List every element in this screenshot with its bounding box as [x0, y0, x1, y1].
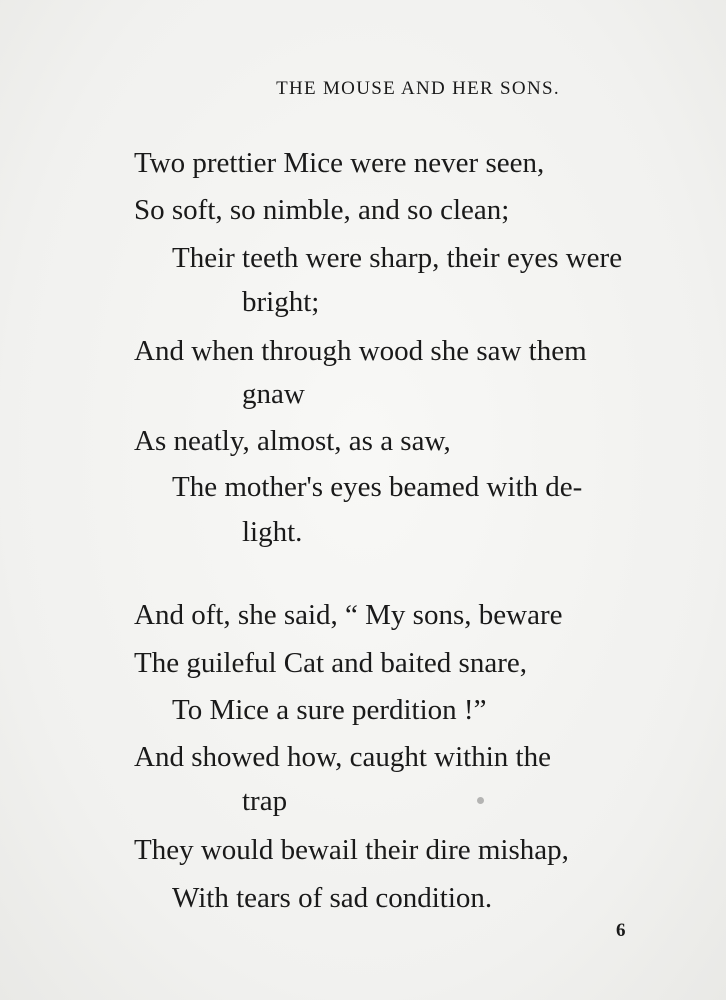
page-number: 6 — [616, 920, 626, 941]
verse-line: And oft, she said, “ My sons, beware — [134, 599, 563, 631]
verse-line: With tears of sad condition. — [172, 882, 493, 914]
verse-line: The guileful Cat and baited snare, — [134, 647, 527, 679]
running-header: THE MOUSE AND HER SONS. — [276, 78, 560, 99]
verse-line: They would bewail their dire mishap, — [134, 834, 569, 866]
verse-line: Two prettier Mice were never seen, — [134, 147, 545, 179]
verse-line-continuation: trap — [242, 785, 288, 817]
verse-line: And when through wood she saw them — [134, 335, 587, 367]
verse-line-continuation: gnaw — [242, 378, 305, 410]
verse-line: And showed how, caught within the — [134, 741, 551, 773]
verse-line-continuation: light. — [242, 516, 303, 548]
verse-line: So soft, so nimble, and so clean; — [134, 194, 510, 226]
verse-line-continuation: bright; — [242, 286, 320, 318]
verse-line: As neatly, almost, as a saw, — [134, 425, 451, 457]
paper-speck — [477, 797, 484, 804]
verse-line: The mother's eyes beamed with de- — [172, 471, 583, 503]
verse-line: Their teeth were sharp, their eyes were — [172, 242, 623, 274]
verse-line: To Mice a sure perdition !” — [172, 694, 487, 726]
